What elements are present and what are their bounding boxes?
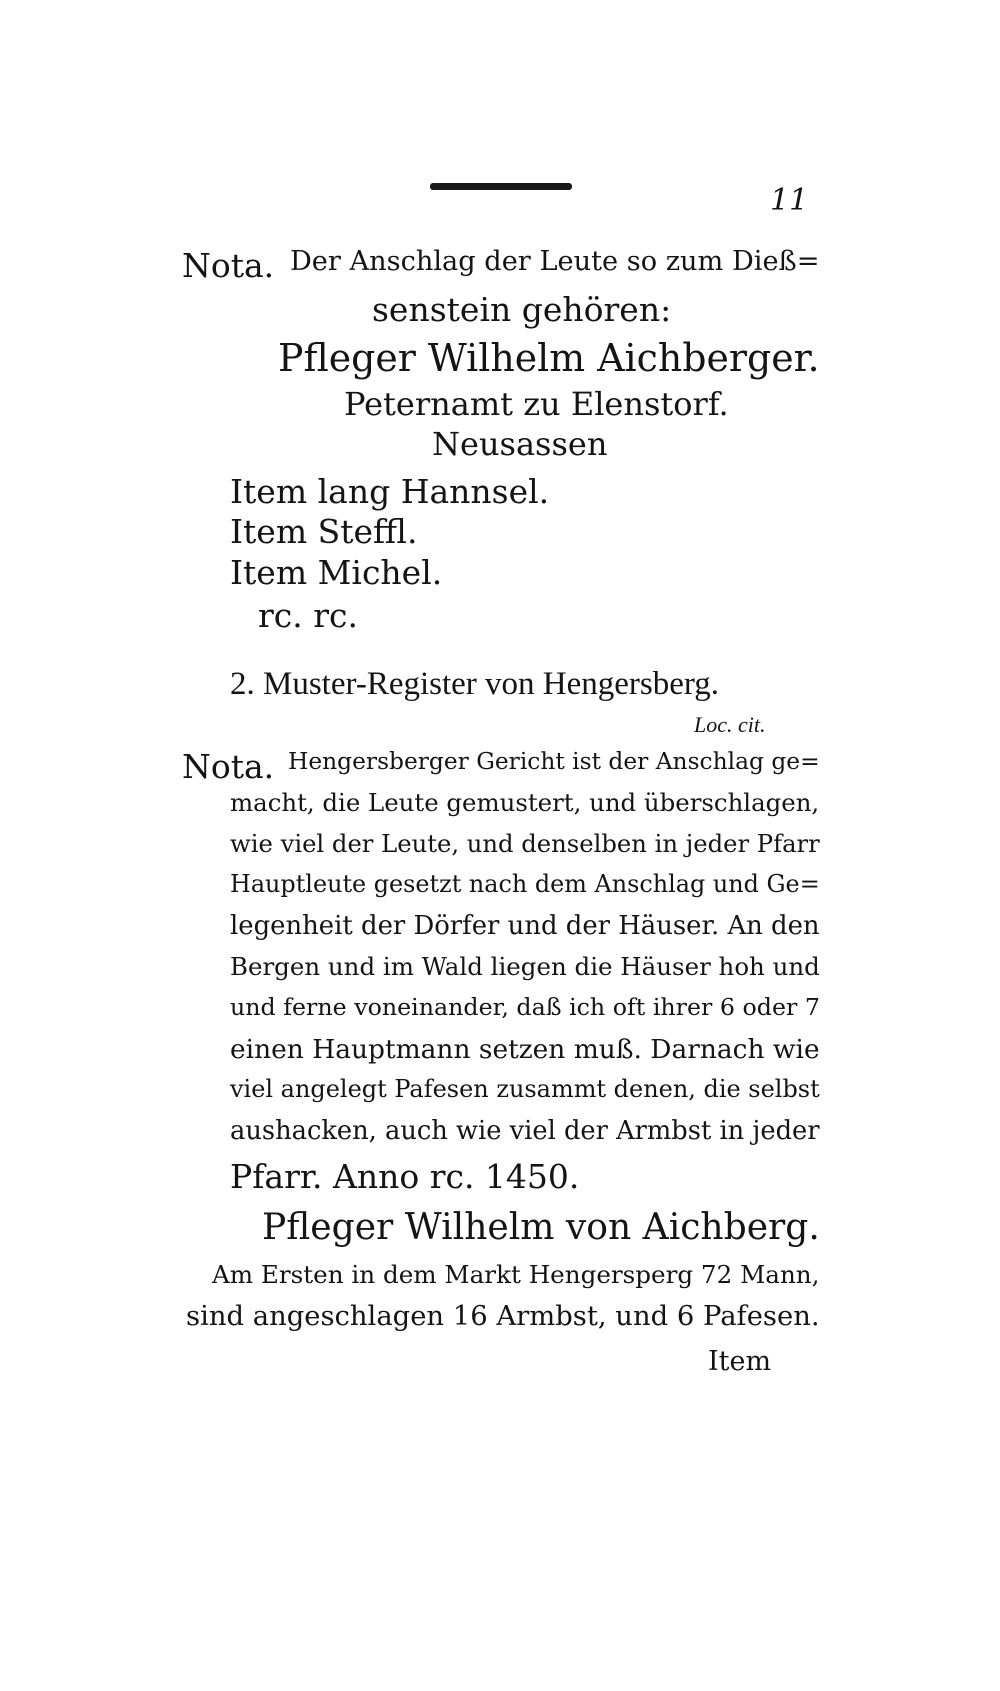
catchword: Item <box>708 1346 772 1377</box>
subheading-peternamt: Peternamt zu Elenstorf. <box>344 385 729 423</box>
nota-paragraph-line: aushacken, auch wie viel der Armbst in jeder <box>230 1116 820 1146</box>
nota-paragraph-line: viel angelegt Pafesen zusammt denen, die selbst <box>230 1075 820 1103</box>
nota-line-2: senstein gehören: <box>372 290 672 329</box>
nota-paragraph-line: Bergen und im Wald liegen die Häuser hoh und <box>230 952 820 981</box>
body-line: Am Ersten in dem Markt Hengersperg 72 Mann, <box>212 1260 820 1289</box>
nota-paragraph-line: Pfarr. Anno rc. 1450. <box>230 1157 580 1196</box>
nota-paragraph-line: wie viel der Leute, und denselben in jeder Pfarr <box>230 829 820 858</box>
nota-paragraph-line: und ferne voneinander, daß ich oft ihrer 6 oder 7 <box>230 993 820 1021</box>
nota-paragraph-line: Hengersberger Gericht ist der Anschlag ge= <box>288 747 820 775</box>
nota-paragraph-line: macht, die Leute gemustert, und überschlagen, <box>230 788 820 817</box>
nota-paragraph-line: legenheit der Dörfer und der Häuser. An den <box>230 911 820 941</box>
heading-pfleger-aichberg: Pfleger Wilhelm von Aichberg. <box>262 1206 820 1248</box>
header-rule <box>430 183 572 190</box>
body-line: sind angeschlagen 16 Armbst, und 6 Pafesen. <box>186 1301 820 1332</box>
list-item: Item Michel. <box>230 553 443 592</box>
nota-paragraph-line: einen Hauptmann setzen muß. Darnach wie <box>230 1034 820 1065</box>
list-item: Item Steffl. <box>230 512 418 551</box>
heading-pfleger-aichberger: Pfleger Wilhelm Aichberger. <box>278 336 820 380</box>
nota-paragraph-line: Hauptleute gesetzt nach dem Anschlag und Ge= <box>230 870 820 898</box>
nota-label-1: Nota. <box>182 246 275 285</box>
nota-line-1: Der Anschlag der Leute so zum Dieß= <box>290 246 820 277</box>
list-item: Item lang Hannsel. <box>230 472 550 511</box>
reference-loc-cit: Loc. cit. <box>694 712 766 737</box>
etc-mark: rc. rc. <box>258 596 358 635</box>
nota-label-2: Nota. <box>182 747 275 786</box>
section-title-muster-register: 2. Muster-Register von Hengersberg. <box>230 666 720 702</box>
page-number: 11 <box>770 183 809 218</box>
subheading-neusassen: Neusassen <box>432 425 608 463</box>
